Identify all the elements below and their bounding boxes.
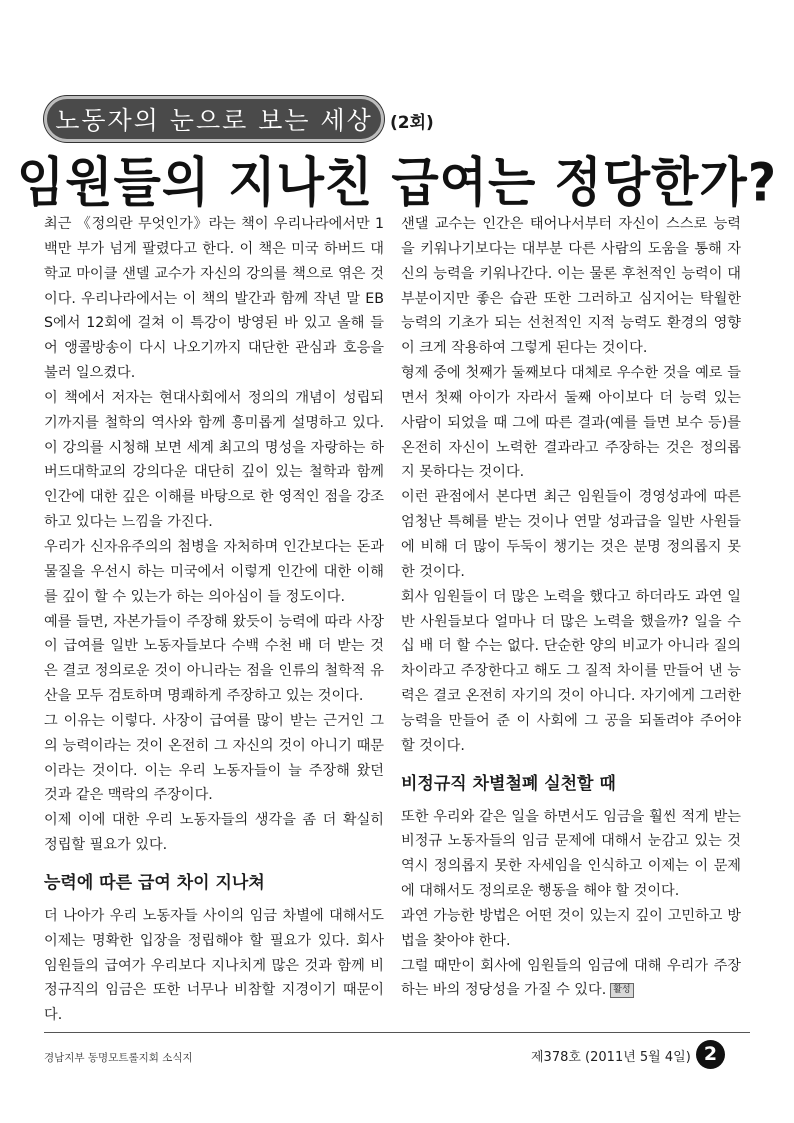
series-number: (2회) xyxy=(390,113,434,133)
paragraph: 또한 우리와 같은 일을 하면서도 임금을 훨씬 적게 받는 비정규 노동자들의 임금 문제에 대해서 눈감고 있는 것 역시 정의롭지 못한 자세임을 인식하고 이제는 이 문제에 대해서도 정의로운 행동을 해야 할 것이다. xyxy=(401,808,741,900)
paragraph: 형제 중에 첫째가 둘째보다 대체로 우수한 것을 예로 들면서 첫째 아이가 자라서 둘째 아이보다 더 능력 있는 사람이 되었을 때 그에 따른 결과(예를 들면 보수 등)를 온전히 자신이 노력한 결과라고 주장하는 것은 정의롭지 못하다는 것이다. xyxy=(401,365,741,481)
paragraph: 샌댈 교수는 인간은 태어나서부터 자신이 스스로 능력을 키워나기보다는 대부분 다른 사람의 도움을 통해 자신의 능력을 키워나간다. 이는 물론 후천적인 능력이 대부분이지만 좋은 습관 또한 그러하고 심지어는 탁월한 능력의 기초가 되는 선천적인 지적 능력도 환경의 영향이 크게 작용하여 그렇게 된다는 것이다. xyxy=(401,216,741,357)
article-right-column xyxy=(401,212,741,1003)
paragraph: 이런 관점에서 본다면 최근 임원들이 경영성과에 따른 엄청난 특혜를 받는 것이나 연말 성과급을 일반 사원들에 비해 더 많이 두둑이 챙기는 것은 분명 정의롭지 못한 것이다. xyxy=(401,489,741,580)
paragraph: 과연 가능한 방법은 어떤 것이 있는지 깊이 고민하고 방법을 찾아야 한다. xyxy=(401,907,741,949)
paragraph: 회사 임원들이 더 많은 노력을 했다고 하더라도 과연 일반 사원들보다 얼마나 더 많은 노력을 했을까? 일을 수십 배 더 할 수는 없다. 단순한 양의 비교가 아니라 질의 차이라고 주장한다고 해도 그 질적 차이를 만들어 낸 능력은 결코 온전히 자기의 것이 아니다. 자기에게 그러한 능력을 만들어 준 이 사회에 그 공을 되돌려야 주어야 할 것이다. xyxy=(401,588,741,754)
paragraph: 그럴 때만이 회사에 임원들의 임금에 대해 우리가 주장하는 바의 정당성을 가질 수 있다. 활성 xyxy=(401,957,741,999)
article-left-column xyxy=(44,212,384,1028)
paragraph: 이 책에서 저자는 현대사회에서 정의의 개념이 성립되기까지를 철학의 역사와 함께 흥미롭게 설명하고 있다. 이 강의를 시청해 보면 세계 최고의 명성을 자랑하는 하버드대학교의 강의다운 대단히 깊이 있는 철학과 함께 인간에 대한 깊은 이해를 바탕으로 한 영적인 점을 강조하고 있다는 느낌을 가진다. xyxy=(44,389,384,531)
footer-divider xyxy=(44,1032,750,1033)
issue-date: 제378호 (2011년 5월 4일) xyxy=(531,1050,691,1065)
series-title-banner xyxy=(44,96,384,142)
section-heading: 능력에 따른 급여 차이 지나쳐 xyxy=(44,872,265,893)
paragraph: 더 나아가 우리 노동자들 사이의 임금 차별에 대해서도 이제는 명확한 입장을 정립해야 할 필요가 있다. 회사 임원들의 급여가 우리보다 지나치게 많은 것과 함께 비정규직의 임금은 또한 너무나 비참할 지경이기 때문이다. xyxy=(44,907,384,1024)
series-title: 노동자의 눈으로 보는 세상 xyxy=(55,106,373,135)
section-heading: 비정규직 차별철폐 실천할 때 xyxy=(401,773,616,794)
article-headline: 임원들의 지나친 급여는 정당한가? xyxy=(16,152,778,214)
paragraph: 이제 이에 대한 우리 노동자들의 생각을 좀 더 확실히 정립할 필요가 있다. xyxy=(44,812,384,854)
paragraph: 최근 《정의란 무엇인가》라는 책이 우리나라에서만 1백만 부가 넘게 팔렸다고 한다. 이 책은 미국 하버드 대학교 마이클 샌델 교수가 자신의 강의를 책으로 엮은 것이다. 우리나라에서는 이 책의 발간과 함께 작년 말 EBS에서 12회에 걸쳐 이 특강이 방영된 바 있고 올해 들어 앵콜방송이 다시 나오기까지 대단한 관심과 호응을 불러 일으켰다. xyxy=(44,216,384,382)
paragraph: 그 이유는 이렇다. 사장이 급여를 많이 받는 근거인 그의 능력이라는 것이 온전히 그 자신의 것이 아니기 때문이라는 것이다. 이는 우리 노동자들이 늘 주장해 왔던 것과 같은 맥락의 주장이다. xyxy=(44,712,384,804)
end-stamp: 활성 xyxy=(610,983,633,998)
page-number-badge: 2 xyxy=(696,1040,725,1069)
paragraph: 우리가 신자유주의의 첨병을 자처하며 인간보다는 돈과 물질을 우선시 하는 미국에서 이렇게 인간에 대한 이해를 깊이 할 수 있는가 하는 의아심이 들 정도이다. xyxy=(44,538,384,605)
paragraph: 예를 들면, 자본가들이 주장해 왔듯이 능력에 따라 사장이 급여를 일반 노동자들보다 수백 수천 배 더 받는 것은 결코 정의로운 것이 아니라는 점을 인류의 철학적 유산을 모두 검토하며 명쾌하게 주장하고 있는 것이다. xyxy=(44,613,384,705)
newsletter-name: 경남지부 동명모트롤지회 소식지 xyxy=(44,1052,193,1064)
